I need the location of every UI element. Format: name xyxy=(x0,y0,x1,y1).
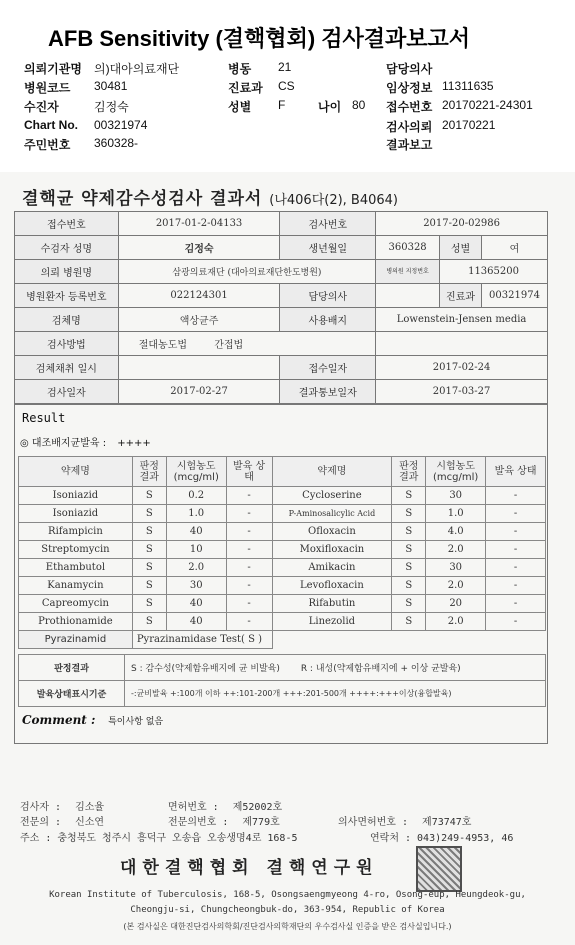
department-value: 00321974 xyxy=(481,284,547,308)
result-label: Result xyxy=(22,411,66,425)
judge-result: S xyxy=(392,559,426,577)
judge-result: S xyxy=(392,595,426,613)
header-value: 20170221-24301 xyxy=(442,98,533,112)
test-concentration: 0.2 xyxy=(166,487,226,505)
header-label: 검사의뢰 xyxy=(386,120,433,134)
receipt-number: 2017-01-2-04133 xyxy=(118,212,280,236)
cell-label: 담당의사 xyxy=(280,284,376,308)
drug-name: Kanamycin xyxy=(19,577,133,595)
cell-label: 병의원 지정번호 xyxy=(376,260,440,284)
spec-license-label: 전문의번호 : xyxy=(168,817,229,828)
growth-legend-label: 발육상태표시기준 xyxy=(19,681,125,707)
growth-status: - xyxy=(226,505,272,523)
birth-date: 360328 xyxy=(376,236,440,260)
doc-license-label: 의사면허번호 : xyxy=(338,817,409,828)
drug-name: Isoniazid xyxy=(19,505,133,523)
judge-s: S : 감수성(약제함유배지에 균 비발육) xyxy=(131,664,280,674)
header-concentration: 시험농도 (mcg/ml) xyxy=(166,457,226,487)
header-value: 20170221 xyxy=(442,118,496,132)
header-growth: 발육 상태 xyxy=(486,457,546,487)
header-drug-name: 약제명 xyxy=(272,457,392,487)
pza-result: Pyrazinamidase Test( S ) xyxy=(132,631,272,649)
registration-number: 022124301 xyxy=(118,284,280,308)
cell-label: 검사번호 xyxy=(280,212,376,236)
growth-status: - xyxy=(486,541,546,559)
report-code: (나406다(2), B4064) xyxy=(269,193,399,208)
header-label: 진료과 xyxy=(228,81,263,95)
comment-text: 특이사항 없음 xyxy=(108,717,164,727)
drug-name: Levofloxacin xyxy=(272,577,392,595)
growth-status: - xyxy=(486,523,546,541)
test-concentration: 2.0 xyxy=(166,559,226,577)
test-concentration: 1.0 xyxy=(426,505,486,523)
cell-label: 검체채취 일시 xyxy=(15,356,119,380)
growth-status: - xyxy=(226,559,272,577)
cell-label: 검사방법 xyxy=(15,332,119,356)
header-value: 00321974 xyxy=(94,118,148,132)
patient-name: 김정숙 xyxy=(118,236,280,260)
growth-status: - xyxy=(226,523,272,541)
drug-name: Prothionamide xyxy=(19,613,133,631)
test-concentration: 30 xyxy=(166,577,226,595)
method-1: 절대농도법 xyxy=(138,340,188,351)
inspector-label: 검사자 : xyxy=(20,802,62,813)
age-value: 80 xyxy=(352,98,366,112)
header-growth: 발육 상태 xyxy=(226,457,272,487)
report-title xyxy=(22,184,398,209)
cell-label: 병원환자 등록번호 xyxy=(15,284,119,308)
tested-date: 2017-02-27 xyxy=(118,380,280,404)
growth-status: - xyxy=(226,613,272,631)
comment xyxy=(22,713,163,727)
test-concentration: 10 xyxy=(166,541,226,559)
judge-result: S xyxy=(392,577,426,595)
header-label: 접수번호 xyxy=(386,100,433,114)
judge-result: S xyxy=(132,595,166,613)
growth-status: - xyxy=(486,595,546,613)
test-concentration: 30 xyxy=(426,559,486,577)
inspector xyxy=(20,798,104,813)
specimen-value: 액상균주 xyxy=(118,308,280,332)
comment-label: Comment : xyxy=(22,713,96,727)
test-concentration: 40 xyxy=(166,523,226,541)
english-address-2: Cheongju-si, Chungcheongbuk-do, 363-954, Republic of Korea xyxy=(130,905,445,915)
specialist-name: 신소연 xyxy=(75,817,105,828)
header-value: 의)대아의료재단 xyxy=(94,62,180,76)
judge-result: S xyxy=(392,541,426,559)
inspector-name: 김소율 xyxy=(75,802,105,813)
growth-status: - xyxy=(226,541,272,559)
judge-result: S xyxy=(132,577,166,595)
legend-table xyxy=(18,654,546,707)
official-seal xyxy=(416,846,462,892)
drug-name: Rifampicin xyxy=(19,523,133,541)
spec-license-number: 제779호 xyxy=(242,817,280,828)
hospital-code: 11365200 xyxy=(440,260,548,284)
specialist xyxy=(20,813,104,828)
drug-row xyxy=(19,487,546,505)
drug-name: Streptomycin xyxy=(19,541,133,559)
pyrazinamide-row xyxy=(19,631,546,649)
empty-cell xyxy=(272,631,545,649)
test-concentration: 30 xyxy=(426,487,486,505)
judge-result: S xyxy=(392,487,426,505)
test-concentration: 2.0 xyxy=(426,577,486,595)
institution-name: 대한결핵협회 결핵연구원 xyxy=(120,858,379,878)
cell-label: 검체명 xyxy=(15,308,119,332)
method-value xyxy=(118,332,375,356)
patient-info-table xyxy=(14,211,548,404)
judge-result: S xyxy=(392,505,426,523)
report-title-text: 결핵균 약제감수성검사 결과서 xyxy=(22,189,263,209)
header-label: 담당의사 xyxy=(386,62,433,76)
test-concentration: 2.0 xyxy=(426,541,486,559)
specialist-label: 전문의 : xyxy=(20,817,62,828)
cell-label: 접수일자 xyxy=(280,356,376,380)
test-concentration: 40 xyxy=(166,595,226,613)
drug-table xyxy=(18,456,546,649)
test-concentration: 20 xyxy=(426,595,486,613)
judge-result: S xyxy=(132,487,166,505)
growth-status: - xyxy=(486,505,546,523)
header-label: 의뢰기관명 xyxy=(24,62,82,76)
sex-value: 여 xyxy=(481,236,547,260)
english-address-1: Korean Institute of Tuberculosis, 168-5, Osongsaengmyeong 4-ro, Osong-eup, Heungdeok-gu, xyxy=(49,890,526,900)
judge-result: S xyxy=(132,505,166,523)
drug-row xyxy=(19,505,546,523)
test-concentration: 1.0 xyxy=(166,505,226,523)
test-number: 2017-20-02986 xyxy=(376,212,548,236)
header-judge: 판정 결과 xyxy=(132,457,166,487)
judge-legend-label: 판정결과 xyxy=(19,655,125,681)
drug-row xyxy=(19,577,546,595)
method-2: 간접법 xyxy=(214,340,244,351)
cell-label: 수검자 성명 xyxy=(15,236,119,260)
header-label: 병원코드 xyxy=(24,81,71,95)
cell-label: 검사일자 xyxy=(15,380,119,404)
received-date: 2017-02-24 xyxy=(376,356,548,380)
contact: 연락처 : 043)249-4953, 46 xyxy=(370,833,514,844)
growth-status: - xyxy=(226,487,272,505)
header-value: F xyxy=(278,98,286,112)
header-label: 성별 xyxy=(228,100,252,114)
growth-status: - xyxy=(486,487,546,505)
drug-row xyxy=(19,541,546,559)
judge-r: R : 내성(약제함유배지에 + 이상 균발육) xyxy=(300,664,461,674)
doctor-value xyxy=(376,284,440,308)
header-value: CS xyxy=(278,79,295,93)
judge-result: S xyxy=(392,613,426,631)
control-label: ◎ 대조배지균발육 : xyxy=(20,438,107,449)
judge-result: S xyxy=(392,523,426,541)
page-title: AFB Sensitivity (결핵협회) 검사결과보고서 xyxy=(48,26,471,51)
cell-label: 진료과 xyxy=(440,284,482,308)
header-judge: 판정 결과 xyxy=(392,457,426,487)
drug-name: P-Aminosalicylic Acid xyxy=(272,505,392,523)
test-concentration: 40 xyxy=(166,613,226,631)
growth-status: - xyxy=(486,559,546,577)
medium-value: Lowenstein-Jensen media xyxy=(376,308,548,332)
drug-name: Ofloxacin xyxy=(272,523,392,541)
license-number: 제52002호 xyxy=(232,802,283,813)
address: 주소 : 충청북도 청주시 흥덕구 오송읍 오송생명4로 168-5 xyxy=(20,833,298,844)
header-value: 김정숙 xyxy=(94,100,129,114)
cell-label: 접수번호 xyxy=(15,212,119,236)
cell-label: 의뢰 병원명 xyxy=(15,260,119,284)
header-label: 결과보고 xyxy=(386,138,433,152)
header-label: Chart No. xyxy=(24,118,78,132)
drug-name: Capreomycin xyxy=(19,595,133,613)
growth-status: - xyxy=(486,577,546,595)
header-label: 수진자 xyxy=(24,100,59,114)
cell-label: 사용배지 xyxy=(280,308,376,332)
growth-legend: -:균비발육 +:100개 이하 ++:101-200개 +++:201-500개 ++++:+++이상(융합발육) xyxy=(125,681,546,707)
header-label: 주민번호 xyxy=(24,138,71,152)
judge-result: S xyxy=(132,559,166,577)
test-concentration: 4.0 xyxy=(426,523,486,541)
header-drug-name: 약제명 xyxy=(19,457,133,487)
drug-row xyxy=(19,613,546,631)
drug-table-header xyxy=(19,457,546,487)
cell-label: 결과통보일자 xyxy=(280,380,376,404)
drug-row xyxy=(19,595,546,613)
header-value: 30481 xyxy=(94,79,128,93)
header-value: 21 xyxy=(278,60,292,74)
specialist-license xyxy=(168,813,280,828)
doc-license-number: 제73747호 xyxy=(422,817,472,828)
drug-name: Ethambutol xyxy=(19,559,133,577)
certification-note: (본 검사실은 대한진단검사의학회/진단검사의학재단의 우수검사실 인증을 받은 검사실입니다.) xyxy=(123,922,452,931)
growth-status: - xyxy=(486,613,546,631)
growth-status: - xyxy=(226,595,272,613)
control-growth xyxy=(20,434,151,449)
collect-value xyxy=(118,356,280,380)
header-label: 병동 xyxy=(228,62,252,76)
drug-name: Rifabutin xyxy=(272,595,392,613)
license xyxy=(168,798,282,813)
judge-result: S xyxy=(132,541,166,559)
doctor-license xyxy=(338,813,471,828)
growth-status: - xyxy=(226,577,272,595)
hospital-name: 삼광의료재단 (대아의료재단한도병원) xyxy=(118,260,375,284)
judge-result: S xyxy=(132,613,166,631)
test-concentration: 2.0 xyxy=(426,613,486,631)
judge-result: S xyxy=(132,523,166,541)
drug-name: Amikacin xyxy=(272,559,392,577)
header-concentration: 시험농도 (mcg/ml) xyxy=(426,457,486,487)
drug-row xyxy=(19,559,546,577)
drug-row xyxy=(19,523,546,541)
cell-label: 성별 xyxy=(440,236,482,260)
age-label: 나이 xyxy=(318,100,342,114)
empty-cell xyxy=(376,332,548,356)
drug-name: Linezolid xyxy=(272,613,392,631)
judge-legend xyxy=(125,655,546,681)
drug-name: Moxifloxacin xyxy=(272,541,392,559)
header-value: 11311635 xyxy=(442,79,494,93)
header-value: 360328- xyxy=(94,136,139,150)
pza-name: Pyrazinamid xyxy=(19,631,133,649)
license-label: 면허번호 : xyxy=(168,802,219,813)
drug-name: Isoniazid xyxy=(19,487,133,505)
header-label: 임상정보 xyxy=(386,81,433,95)
reported-date: 2017-03-27 xyxy=(376,380,548,404)
drug-name: Cycloserine xyxy=(272,487,392,505)
control-value: ++++ xyxy=(117,438,151,449)
cell-label: 생년월일 xyxy=(280,236,376,260)
